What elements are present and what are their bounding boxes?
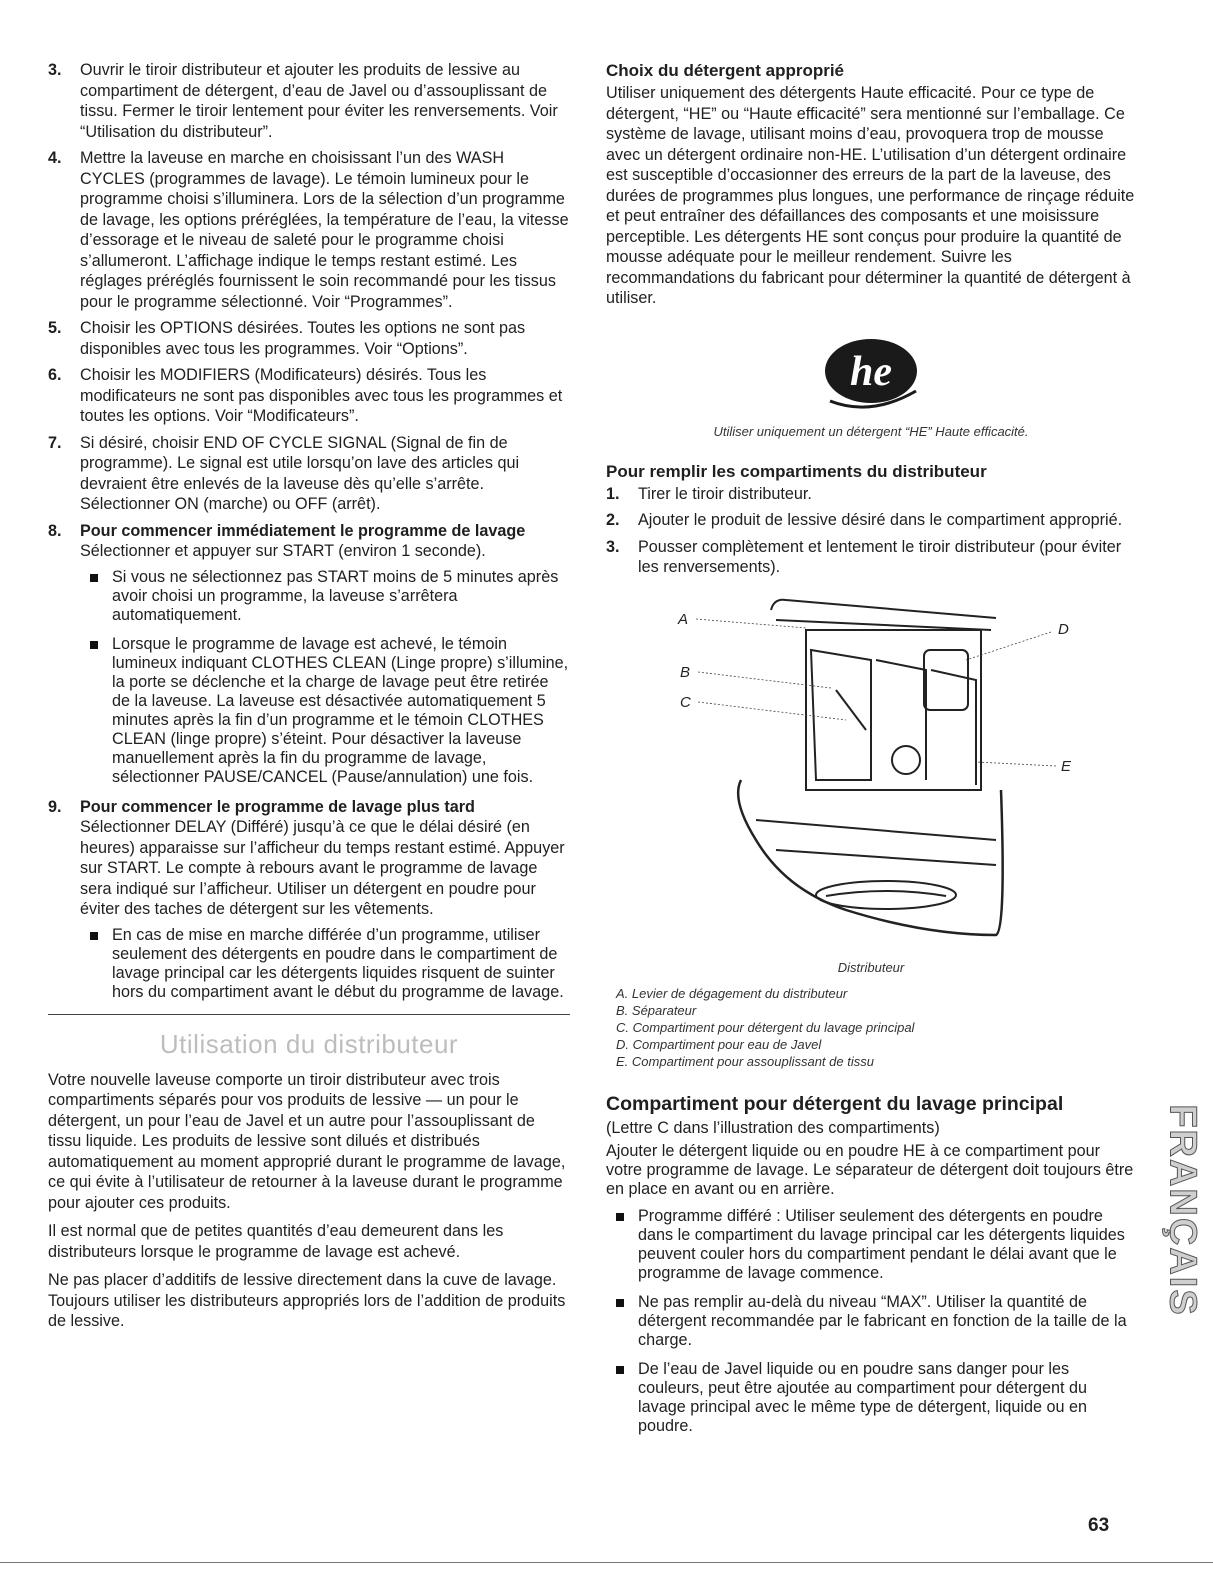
legend-item: B. Séparateur [616, 1002, 697, 1018]
bullet-item: Lorsque le programme de lavage est achevé, le témoin lumineux indiquant CLOTHES CLEAN (Linge propre) s’illumine, la porte se déclenche et la charge de lavage peut être retirée de la laveuse. La laveuse est désactivée automatiquement 5 minutes après la fin d’un programme et le témoin CLOTHES CLEAN (linge propre) s’éteint. Pour désactiver la laveuse manuellement après la fin du programme de lavage, sélectionner PAUSE/CANCEL (Pause/annulation) une fois. [80, 635, 570, 787]
step-text: Sélectionner et appuyer sur START (environ 1 seconde). [80, 542, 486, 560]
dispenser-drawing [606, 590, 1136, 960]
callout-d: D [1058, 620, 1069, 638]
paragraph: Votre nouvelle laveuse comporte un tiroir distributeur avec trois compartiments séparés pour vos produits de lessive — un pour le détergent, un pour l’eau de Javel et un autre pour l’assouplissant de tissu liquide. Les produits de lessive sont dilués et distribués automatiquement au moment approprié durant le programme de lavage, ce qui évite à l’utilisateur de retourner à la laveuse durant le programme pour ajouter ces produits. [48, 1070, 566, 1212]
step-number: 9. [48, 797, 62, 816]
step-5 [48, 318, 570, 359]
step-3 [48, 60, 570, 142]
diagram-caption: Distributeur [837, 959, 905, 975]
legend-item: E. Compartiment pour assouplissant de tissu [616, 1053, 874, 1069]
step-4 [48, 148, 570, 312]
step-heading: Pour commencer le programme de lavage plus tard [80, 797, 475, 816]
he-logo [606, 335, 1136, 420]
step-heading: Pour commencer immédiatement le programme de lavage [80, 521, 526, 540]
fill-heading: Pour remplir les compartiments du distributeur [606, 461, 987, 481]
main-wash-bullets [606, 1207, 1136, 1436]
bottom-rule [0, 1562, 1213, 1563]
fill-step-2 [606, 510, 1136, 531]
step-number: 2. [606, 511, 620, 529]
language-side-tab [1151, 1065, 1213, 1355]
step-text: Sélectionner DELAY (Différé) jusqu’à ce que le délai désiré (en heures) apparaisse sur l’afficheur du temps restant estimé. Appuyer sur START. Le compte à rebours avant le programme de lavage sera indiqué sur l’afficheur. Utiliser un détergent en poudre pour éviter des taches de détergent sur les vêtements. [80, 818, 565, 918]
legend-item: D. Compartiment pour eau de Javel [616, 1036, 822, 1052]
detergent-heading: Choix du détergent approprié [606, 61, 845, 80]
callout-e: E [1061, 757, 1072, 775]
step-number: 4. [48, 149, 62, 167]
paragraph: Ne pas placer d’additifs de lessive directement dans la cuve de lavage. Toujours utiliser les distributeurs appropriés lors de l’addition de produits de lessive. [48, 1271, 566, 1330]
step-text: Pousser complètement et lentement le tiroir distributeur (pour éviter les renversements). [638, 537, 1122, 576]
diagram-legend [616, 985, 1136, 1070]
step-text: Ajouter le produit de lessive désiré dans le compartiment approprié. [638, 511, 1123, 529]
fill-steps-list [606, 484, 1136, 578]
section-divider [48, 1014, 570, 1015]
step-text: Choisir les MODIFIERS (Modificateurs) désirés. Tous les modificateurs ne sont pas disponibles avec tous les programmes et toutes les options. Voir “Modificateurs”. [80, 366, 563, 425]
callout-b: B [680, 663, 691, 681]
step-number: 8. [48, 521, 62, 540]
step-number: 1. [606, 484, 620, 503]
section-title: Utilisation du distributeur [159, 1028, 459, 1059]
bullet-item: Ne pas remplir au-delà du niveau “MAX”. Utiliser la quantité de détergent recommandée par le fabricant en fonction de la taille de la charge. [606, 1293, 1136, 1350]
right-column [606, 60, 1136, 1446]
logo-caption: Utiliser uniquement un détergent “HE” Haute efficacité. [713, 423, 1029, 439]
step-7 [48, 433, 570, 515]
fill-step-1 [606, 484, 1136, 505]
he-logo-icon [816, 335, 926, 415]
fill-step-3 [606, 537, 1136, 578]
step-8 [48, 521, 570, 787]
step-number: 3. [606, 537, 620, 556]
step-text: Mettre la laveuse en marche en choisissant l’un des WASH CYCLES (programmes de lavage). Le témoin lumineux pour le programme choisi s’illuminera. Lors de la sélection d’un programme de lavage, les options préréglées, la température de l’eau, la vitesse d’essorage et le niveau de saleté pour le programme choisi s’allumeront. L’affichage indique le temps restant estimé. Les réglages préréglés fournissent le soin recommandé pour les tissus pour le programme sélectionné. Voir “Programmes”. [80, 149, 569, 311]
step-text: Tirer le tiroir distributeur. [638, 484, 812, 503]
callout-a: A [678, 610, 689, 628]
left-column [48, 60, 570, 1332]
page-number: 63 [1088, 1515, 1110, 1536]
bullet-item: De l’eau de Javel liquide ou en poudre sans danger pour les couleurs, peut être ajoutée au compartiment pour détergent du lavage principal avec le même type de détergent, liquide ou en poudre. [606, 1360, 1136, 1436]
step-number: 5. [48, 319, 62, 337]
step-text: Choisir les OPTIONS désirées. Toutes les options ne sont pas disponibles avec tous les programmes. Voir “Options”. [80, 319, 526, 358]
main-wash-paragraph: Ajouter le détergent liquide ou en poudre HE à ce compartiment pour votre programme de lavage. Le séparateur de détergent doit toujours être en place en avant ou en arrière. [606, 1142, 1134, 1198]
bullet-list [80, 926, 570, 1002]
step-text: Si désiré, choisir END OF CYCLE SIGNAL (Signal de fin de programme). Le signal est utile lorsqu’on lave des articles qui devraient être enlevés de la laveuse dès qu’elle s’arrête. Sélectionner ON (marche) ou OFF (arrêt). [80, 433, 520, 513]
bullet-item: Si vous ne sélectionnez pas START moins de 5 minutes après avoir choisi un programme, la laveuse s’arrêtera automatiquement. [80, 568, 570, 625]
step-6 [48, 365, 570, 427]
legend-item: C. Compartiment pour détergent du lavage principal [616, 1019, 915, 1035]
steps-list [48, 60, 570, 1002]
legend-item: A. Levier de dégagement du distributeur [616, 985, 848, 1001]
bullet-item: En cas de mise en marche différée d’un programme, utiliser seulement des détergents en poudre dans le compartiment de lavage principal car les détergents liquides risquent de suinter hors du compartiment avant le début du programme de lavage. [80, 926, 570, 1002]
main-wash-heading: Compartiment pour détergent du lavage principal [606, 1092, 1064, 1115]
language-label: FRANÇAIS [1161, 1103, 1204, 1317]
dispenser-diagram [606, 590, 1136, 960]
bullet-item: Programme différé : Utiliser seulement des détergents en poudre dans le compartiment du lavage principal car les détergents liquides peuvent couler hors du compartiment pendant le délai avant que le programme de lavage commence. [606, 1207, 1136, 1283]
bullet-list [80, 568, 570, 787]
step-number: 6. [48, 366, 62, 384]
he-logo-text: he [850, 348, 892, 395]
callout-c: C [680, 693, 691, 711]
paragraph: Il est normal que de petites quantités d’eau demeurent dans les distributeurs lorsque le programme de lavage est achevé. [48, 1222, 504, 1261]
step-number: 7. [48, 433, 62, 452]
step-9 [48, 797, 570, 1002]
step-text: Ouvrir le tiroir distributeur et ajouter les produits de lessive au compartiment de détergent, d’eau de Javel ou d’assouplissant de tissu. Fermer le tiroir lentement pour éviter les renversements. Voir “Utilisation du distributeur”. [80, 61, 558, 141]
detergent-paragraph: Utiliser uniquement des détergents Haute efficacité. Pour ce type de détergent, “HE” ou “Haute efficacité” sera mentionné sur l’emballage. Ce système de lavage, utilisant moins d’eau, provoquera trop de mousse avec un détergent ordinaire non-HE. L’utilisation d’un détergent ordinaire est susceptible d’occasionner des erreurs de la part de la laveuse, des durées de programmes plus longues, une performance de rinçage réduite et peut entraîner des défaillances des composants et une moisissure perceptible. Les détergents HE sont conçus pour produire la quantité de mousse adéquate pour le meilleur rendement. Suivre les recommandations du fabricant pour déterminer la quantité de détergent à utiliser. [606, 84, 1135, 307]
step-number: 3. [48, 61, 62, 79]
main-wash-subtitle: (Lettre C dans l’illustration des compartiments) [606, 1118, 940, 1137]
